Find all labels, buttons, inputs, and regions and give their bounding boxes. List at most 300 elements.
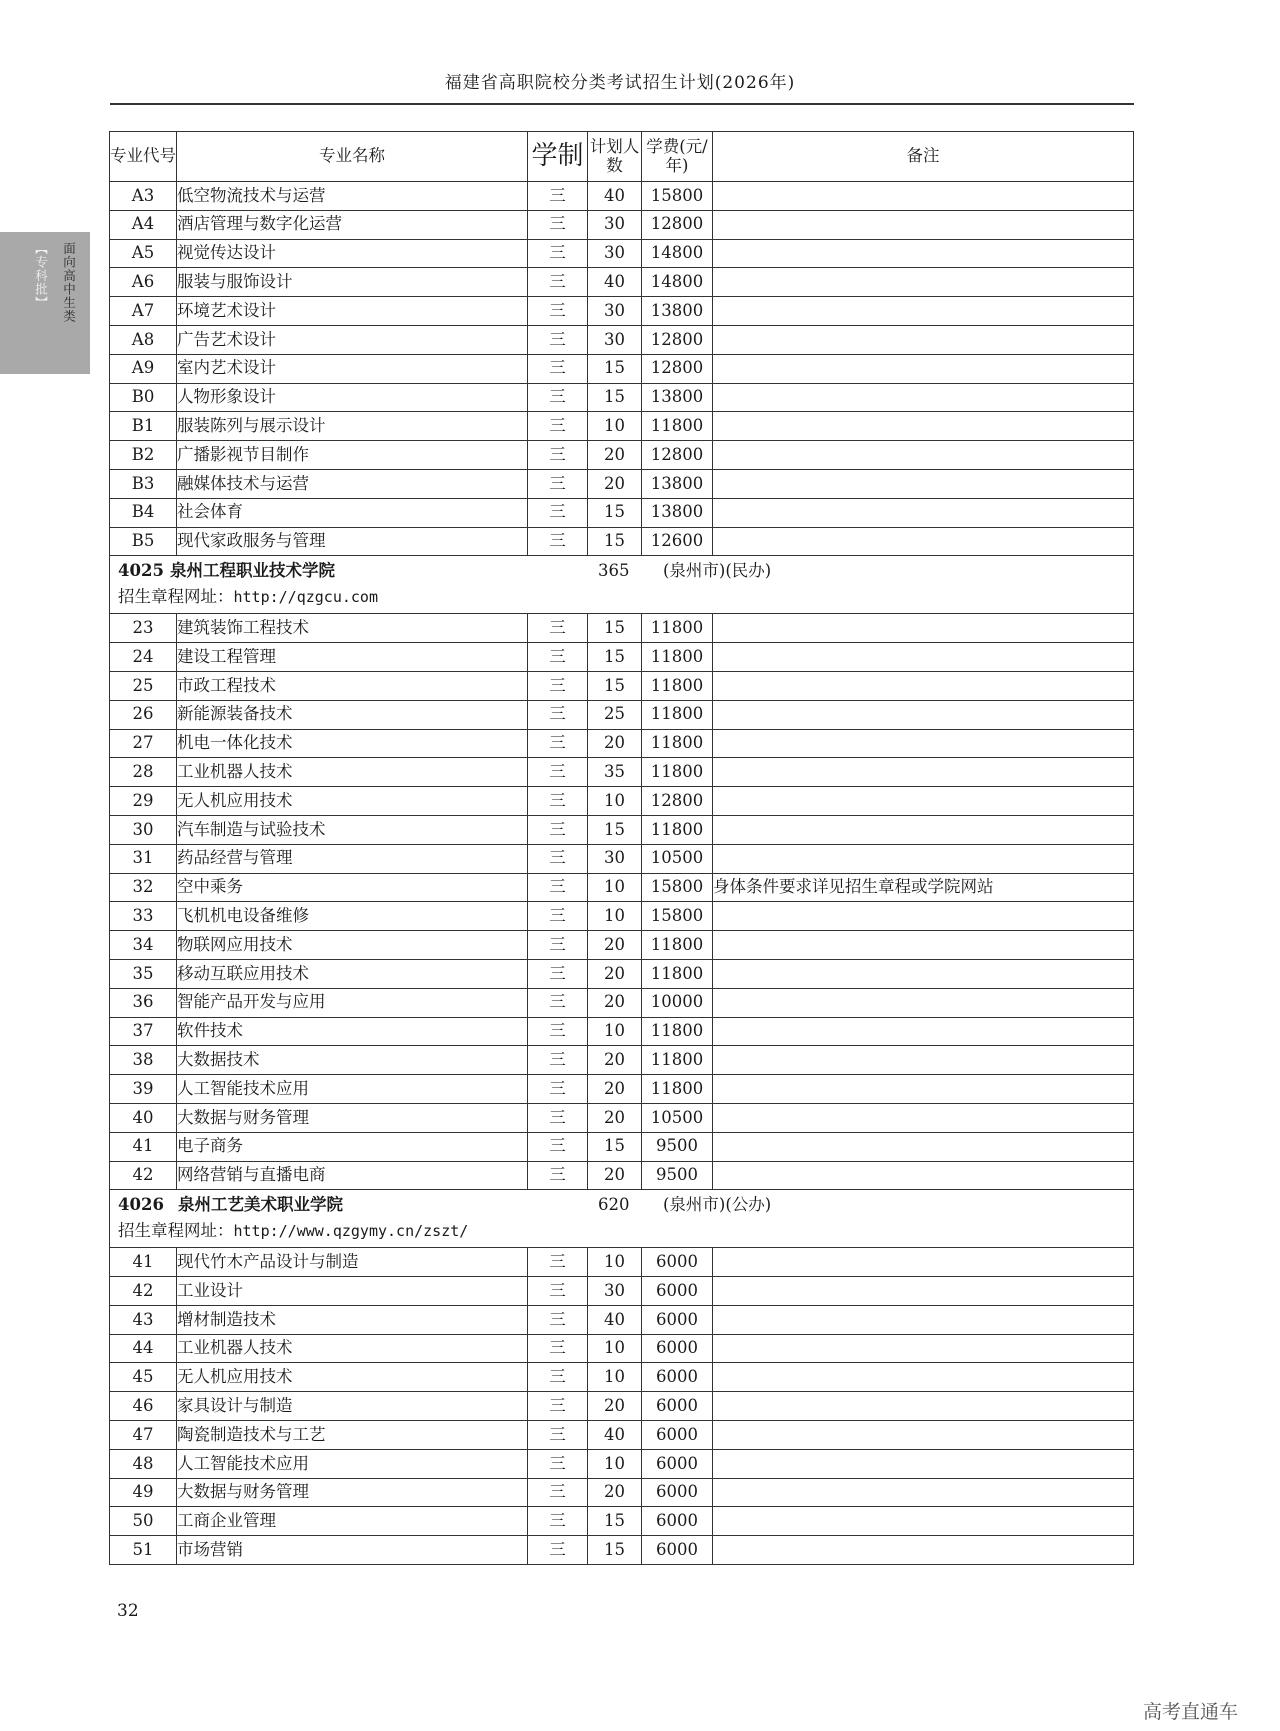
- major-quota: 30: [588, 844, 642, 873]
- major-name: 飞机机电设备维修: [177, 902, 528, 931]
- header-note: 备注: [713, 132, 1134, 182]
- major-note: [713, 931, 1134, 960]
- major-code: 37: [110, 1017, 177, 1046]
- table-row: [110, 1536, 1134, 1565]
- major-code: 42: [110, 1277, 177, 1306]
- major-name: 大数据与财务管理: [177, 1103, 528, 1132]
- major-note: [713, 1277, 1134, 1306]
- major-code: 51: [110, 1536, 177, 1565]
- table-row: [110, 1017, 1134, 1046]
- major-fee: 6000: [642, 1478, 713, 1507]
- header-rule: [110, 103, 1134, 105]
- major-quota: 20: [588, 959, 642, 988]
- major-note: [713, 729, 1134, 758]
- major-quota: 15: [588, 527, 642, 556]
- school-code: 4025: [118, 561, 164, 581]
- major-fee: 10500: [642, 844, 713, 873]
- major-note: [713, 758, 1134, 787]
- major-note: [713, 354, 1134, 383]
- major-fee: 6000: [642, 1363, 713, 1392]
- major-name: 电子商务: [177, 1132, 528, 1161]
- major-duration: 三: [528, 498, 588, 527]
- major-note: [713, 1421, 1134, 1450]
- table-row: [110, 182, 1134, 211]
- major-quota: 30: [588, 239, 642, 268]
- major-name: 市场营销: [177, 1536, 528, 1565]
- major-code: 44: [110, 1334, 177, 1363]
- major-duration: 三: [528, 959, 588, 988]
- table-row: [110, 297, 1134, 326]
- major-fee: 12800: [642, 441, 713, 470]
- major-duration: 三: [528, 1507, 588, 1536]
- major-quota: 35: [588, 758, 642, 787]
- major-note: [713, 1334, 1134, 1363]
- major-quota: 10: [588, 1248, 642, 1277]
- major-code: 46: [110, 1392, 177, 1421]
- major-fee: 12800: [642, 787, 713, 816]
- major-fee: 11800: [642, 729, 713, 758]
- major-note: [713, 498, 1134, 527]
- major-note: [713, 1305, 1134, 1334]
- enrollment-plan-table: [109, 131, 1134, 1565]
- major-code: 29: [110, 787, 177, 816]
- major-name: 药品经营与管理: [177, 844, 528, 873]
- major-fee: 10000: [642, 988, 713, 1017]
- major-duration: 三: [528, 614, 588, 643]
- major-duration: 三: [528, 1363, 588, 1392]
- major-note: [713, 1392, 1134, 1421]
- major-note: [713, 1478, 1134, 1507]
- major-note: [713, 902, 1134, 931]
- major-quota: 20: [588, 1161, 642, 1190]
- table-body: [110, 182, 1134, 1565]
- major-quota: 40: [588, 1421, 642, 1450]
- major-name: 环境艺术设计: [177, 297, 528, 326]
- major-code: 32: [110, 873, 177, 902]
- major-duration: 三: [528, 988, 588, 1017]
- school-row: [110, 1190, 1134, 1248]
- major-name: 汽车制造与试验技术: [177, 815, 528, 844]
- major-code: B1: [110, 412, 177, 441]
- major-quota: 20: [588, 1478, 642, 1507]
- major-quota: 30: [588, 1277, 642, 1306]
- major-note: [713, 787, 1134, 816]
- major-note: [713, 527, 1134, 556]
- table-row: [110, 1305, 1134, 1334]
- major-code: 33: [110, 902, 177, 931]
- table-row: [110, 1449, 1134, 1478]
- major-quota: 15: [588, 671, 642, 700]
- major-quota: 10: [588, 412, 642, 441]
- major-fee: 12800: [642, 325, 713, 354]
- major-duration: 三: [528, 1017, 588, 1046]
- major-code: A4: [110, 210, 177, 239]
- major-note: [713, 1536, 1134, 1565]
- major-note: [713, 441, 1134, 470]
- major-name: 软件技术: [177, 1017, 528, 1046]
- table-row: [110, 1363, 1134, 1392]
- major-note: [713, 1046, 1134, 1075]
- table-row: [110, 700, 1134, 729]
- header-fee: 学费(元/年): [642, 132, 713, 182]
- major-code: A7: [110, 297, 177, 326]
- major-code: A9: [110, 354, 177, 383]
- major-note: [713, 643, 1134, 672]
- major-duration: 三: [528, 931, 588, 960]
- major-fee: 14800: [642, 268, 713, 297]
- major-note: [713, 844, 1134, 873]
- table-row: [110, 902, 1134, 931]
- table-row: [110, 1277, 1134, 1306]
- major-note: [713, 1017, 1134, 1046]
- major-note: [713, 815, 1134, 844]
- major-fee: 11800: [642, 1017, 713, 1046]
- table-row: [110, 959, 1134, 988]
- school-location: (泉州市)(民办): [663, 561, 772, 581]
- major-code: 24: [110, 643, 177, 672]
- major-name: 视觉传达设计: [177, 239, 528, 268]
- school-code: 4026: [118, 1195, 164, 1215]
- major-note: [713, 959, 1134, 988]
- major-name: 大数据技术: [177, 1046, 528, 1075]
- table-row: [110, 1334, 1134, 1363]
- major-fee: 11800: [642, 1046, 713, 1075]
- major-quota: 10: [588, 1363, 642, 1392]
- school-location: (泉州市)(公办): [663, 1195, 772, 1215]
- major-fee: 6000: [642, 1536, 713, 1565]
- major-quota: 15: [588, 643, 642, 672]
- major-code: 43: [110, 1305, 177, 1334]
- table-row: [110, 441, 1134, 470]
- major-code: B3: [110, 469, 177, 498]
- major-quota: 15: [588, 354, 642, 383]
- major-duration: 三: [528, 1248, 588, 1277]
- table-row: [110, 671, 1134, 700]
- major-duration: 三: [528, 297, 588, 326]
- major-code: 27: [110, 729, 177, 758]
- major-quota: 15: [588, 1132, 642, 1161]
- major-note: [713, 469, 1134, 498]
- table-row: [110, 354, 1134, 383]
- major-name: 广播影视节目制作: [177, 441, 528, 470]
- school-url-label: 招生章程网址：: [118, 587, 234, 607]
- major-name: 人物形象设计: [177, 383, 528, 412]
- major-quota: 20: [588, 988, 642, 1017]
- major-duration: 三: [528, 1421, 588, 1450]
- major-note: [713, 1161, 1134, 1190]
- major-duration: 三: [528, 1536, 588, 1565]
- major-name: 室内艺术设计: [177, 354, 528, 383]
- side-tab-label: 面向高中生类: [61, 242, 77, 323]
- major-duration: 三: [528, 469, 588, 498]
- major-name: 人工智能技术应用: [177, 1449, 528, 1478]
- school-name: 泉州工艺美术职业学院: [178, 1195, 343, 1215]
- major-quota: 20: [588, 469, 642, 498]
- major-fee: 9500: [642, 1161, 713, 1190]
- major-fee: 13800: [642, 383, 713, 412]
- major-code: B4: [110, 498, 177, 527]
- school-name: 泉州工程职业技术学院: [170, 561, 335, 581]
- major-quota: 40: [588, 182, 642, 211]
- major-duration: 三: [528, 787, 588, 816]
- major-code: 25: [110, 671, 177, 700]
- table-row: [110, 1507, 1134, 1536]
- major-note: [713, 1449, 1134, 1478]
- major-note: [713, 383, 1134, 412]
- major-duration: 三: [528, 1305, 588, 1334]
- major-fee: 11800: [642, 671, 713, 700]
- major-code: B5: [110, 527, 177, 556]
- major-note: [713, 1103, 1134, 1132]
- major-fee: 12800: [642, 210, 713, 239]
- major-fee: 6000: [642, 1507, 713, 1536]
- major-duration: 三: [528, 239, 588, 268]
- major-quota: 15: [588, 383, 642, 412]
- major-code: 23: [110, 614, 177, 643]
- major-code: A6: [110, 268, 177, 297]
- table-row: [110, 931, 1134, 960]
- major-name: 低空物流技术与运营: [177, 182, 528, 211]
- major-fee: 13800: [642, 498, 713, 527]
- major-name: 新能源装备技术: [177, 700, 528, 729]
- major-duration: 三: [528, 671, 588, 700]
- table-row: [110, 210, 1134, 239]
- table-row: [110, 815, 1134, 844]
- major-fee: 6000: [642, 1248, 713, 1277]
- major-quota: 20: [588, 441, 642, 470]
- table-row: [110, 873, 1134, 902]
- major-quota: 15: [588, 614, 642, 643]
- major-quota: 20: [588, 1103, 642, 1132]
- major-quota: 15: [588, 498, 642, 527]
- major-name: 融媒体技术与运营: [177, 469, 528, 498]
- major-quota: 10: [588, 1449, 642, 1478]
- major-quota: 10: [588, 902, 642, 931]
- major-note: [713, 325, 1134, 354]
- major-duration: 三: [528, 527, 588, 556]
- major-name: 酒店管理与数字化运营: [177, 210, 528, 239]
- major-duration: 三: [528, 1334, 588, 1363]
- major-fee: 13800: [642, 297, 713, 326]
- major-quota: 15: [588, 815, 642, 844]
- major-duration: 三: [528, 1132, 588, 1161]
- table-row: [110, 383, 1134, 412]
- major-fee: 6000: [642, 1392, 713, 1421]
- major-name: 增材制造技术: [177, 1305, 528, 1334]
- major-quota: 15: [588, 1536, 642, 1565]
- major-duration: 三: [528, 1046, 588, 1075]
- major-fee: 15800: [642, 182, 713, 211]
- major-duration: 三: [528, 182, 588, 211]
- major-quota: 10: [588, 787, 642, 816]
- major-fee: 11800: [642, 931, 713, 960]
- major-note: [713, 268, 1134, 297]
- major-quota: 20: [588, 729, 642, 758]
- major-fee: 12600: [642, 527, 713, 556]
- major-code: 30: [110, 815, 177, 844]
- major-fee: 6000: [642, 1334, 713, 1363]
- major-note: [713, 1132, 1134, 1161]
- major-quota: 40: [588, 1305, 642, 1334]
- side-tab-sublabel: 【专科批】: [33, 242, 49, 310]
- major-note: [713, 1248, 1134, 1277]
- major-duration: 三: [528, 1449, 588, 1478]
- page-title: 福建省高职院校分类考试招生计划(2026年): [444, 73, 796, 93]
- major-note: [713, 210, 1134, 239]
- major-note: [713, 1075, 1134, 1104]
- major-note: [713, 700, 1134, 729]
- major-quota: 15: [588, 1507, 642, 1536]
- table-row: [110, 469, 1134, 498]
- major-fee: 11800: [642, 959, 713, 988]
- major-code: A8: [110, 325, 177, 354]
- major-name: 市政工程技术: [177, 671, 528, 700]
- major-name: 服装与服饰设计: [177, 268, 528, 297]
- major-name: 社会体育: [177, 498, 528, 527]
- major-quota: 20: [588, 931, 642, 960]
- major-fee: 15800: [642, 873, 713, 902]
- major-duration: 三: [528, 268, 588, 297]
- table-row: [110, 729, 1134, 758]
- major-duration: 三: [528, 1277, 588, 1306]
- table-row: [110, 1421, 1134, 1450]
- major-code: B2: [110, 441, 177, 470]
- school-url-line: [118, 589, 378, 606]
- table-row: [110, 1392, 1134, 1421]
- major-duration: 三: [528, 1075, 588, 1104]
- major-fee: 11800: [642, 758, 713, 787]
- table-row: [110, 1132, 1134, 1161]
- table-row: [110, 268, 1134, 297]
- major-duration: 三: [528, 1478, 588, 1507]
- major-code: 28: [110, 758, 177, 787]
- major-name: 现代家政服务与管理: [177, 527, 528, 556]
- major-note: [713, 412, 1134, 441]
- major-duration: 三: [528, 1392, 588, 1421]
- major-duration: 三: [528, 354, 588, 383]
- major-fee: 6000: [642, 1277, 713, 1306]
- table-row: [110, 498, 1134, 527]
- table-row: [110, 787, 1134, 816]
- major-quota: 30: [588, 297, 642, 326]
- major-note: [713, 614, 1134, 643]
- major-name: 服装陈列与展示设计: [177, 412, 528, 441]
- major-code: B0: [110, 383, 177, 412]
- major-fee: 11800: [642, 643, 713, 672]
- table-row: [110, 239, 1134, 268]
- major-fee: 13800: [642, 469, 713, 498]
- major-fee: 14800: [642, 239, 713, 268]
- major-code: 35: [110, 959, 177, 988]
- major-fee: 11800: [642, 614, 713, 643]
- major-code: 34: [110, 931, 177, 960]
- major-duration: 三: [528, 758, 588, 787]
- major-name: 移动互联应用技术: [177, 959, 528, 988]
- major-code: 26: [110, 700, 177, 729]
- page-number: 32: [117, 1601, 139, 1621]
- major-name: 无人机应用技术: [177, 1363, 528, 1392]
- major-code: 41: [110, 1248, 177, 1277]
- major-code: 42: [110, 1161, 177, 1190]
- major-code: 50: [110, 1507, 177, 1536]
- major-note: [713, 1363, 1134, 1392]
- major-note: [713, 988, 1134, 1017]
- school-url-line: [118, 1223, 468, 1240]
- major-fee: 11800: [642, 1075, 713, 1104]
- major-fee: 10500: [642, 1103, 713, 1132]
- major-name: 网络营销与直播电商: [177, 1161, 528, 1190]
- table-row: [110, 1248, 1134, 1277]
- major-fee: 12800: [642, 354, 713, 383]
- major-duration: 三: [528, 210, 588, 239]
- table-row: [110, 758, 1134, 787]
- major-quota: 20: [588, 1392, 642, 1421]
- major-quota: 30: [588, 210, 642, 239]
- major-fee: 11800: [642, 815, 713, 844]
- major-duration: 三: [528, 1103, 588, 1132]
- school-row: [110, 556, 1134, 614]
- major-fee: 11800: [642, 412, 713, 441]
- major-duration: 三: [528, 383, 588, 412]
- major-quota: 10: [588, 1017, 642, 1046]
- major-duration: 三: [528, 441, 588, 470]
- major-duration: 三: [528, 700, 588, 729]
- major-duration: 三: [528, 844, 588, 873]
- header-name: 专业名称: [177, 132, 528, 182]
- major-note: [713, 297, 1134, 326]
- major-duration: 三: [528, 1161, 588, 1190]
- major-code: 47: [110, 1421, 177, 1450]
- table-row: [110, 1478, 1134, 1507]
- school-url-link[interactable]: http://qzgcu.com: [233, 588, 378, 607]
- major-name: 空中乘务: [177, 873, 528, 902]
- major-name: 人工智能技术应用: [177, 1075, 528, 1104]
- major-name: 智能产品开发与应用: [177, 988, 528, 1017]
- header-quota: 计划人数: [588, 132, 642, 182]
- major-fee: 6000: [642, 1421, 713, 1450]
- major-code: A5: [110, 239, 177, 268]
- major-name: 现代竹木产品设计与制造: [177, 1248, 528, 1277]
- school-url-link[interactable]: http://www.qzgymy.cn/zszt/: [233, 1222, 469, 1241]
- school-url-label: 招生章程网址：: [118, 1221, 234, 1241]
- major-name: 机电一体化技术: [177, 729, 528, 758]
- major-quota: 10: [588, 1334, 642, 1363]
- header-duration: 学制: [528, 132, 588, 182]
- side-tab: [0, 232, 90, 374]
- major-code: 41: [110, 1132, 177, 1161]
- major-name: 大数据与财务管理: [177, 1478, 528, 1507]
- major-quota: 25: [588, 700, 642, 729]
- school-quota: 620: [598, 1195, 630, 1215]
- major-duration: 三: [528, 873, 588, 902]
- major-name: 工业机器人技术: [177, 1334, 528, 1363]
- table-row: [110, 1046, 1134, 1075]
- table-row: [110, 325, 1134, 354]
- major-name: 建设工程管理: [177, 643, 528, 672]
- table-row: [110, 1161, 1134, 1190]
- major-note: [713, 1507, 1134, 1536]
- major-code: 49: [110, 1478, 177, 1507]
- major-name: 工业机器人技术: [177, 758, 528, 787]
- major-code: 38: [110, 1046, 177, 1075]
- table-row: [110, 844, 1134, 873]
- table-row: [110, 643, 1134, 672]
- major-fee: 6000: [642, 1449, 713, 1478]
- major-code: 40: [110, 1103, 177, 1132]
- major-quota: 40: [588, 268, 642, 297]
- major-note: 身体条件要求详见招生章程或学院网站: [713, 873, 1134, 902]
- major-note: [713, 239, 1134, 268]
